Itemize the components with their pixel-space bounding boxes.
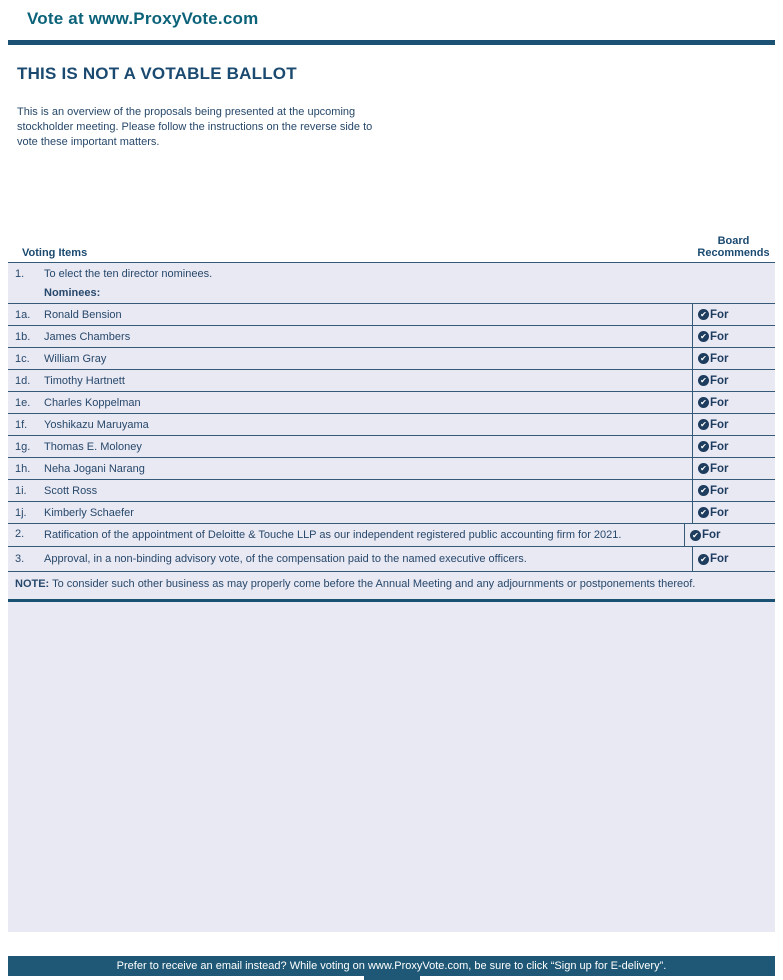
recommend-cell — [692, 392, 775, 413]
ballot-description: This is an overview of the proposals being presented at the upcoming stockholder meeting. Please follow the instructions on the reverse side to vote these important matters. — [17, 106, 373, 148]
recommend-label: For — [710, 330, 729, 343]
board-recommends-line1: Board — [717, 235, 750, 247]
item-number: 1a. — [15, 308, 31, 321]
table-row-nominee-1b — [8, 326, 775, 348]
item-text — [44, 263, 692, 303]
proposal-1-text: To elect the ten director nominees. — [44, 268, 213, 280]
note-label: NOTE: — [15, 578, 50, 590]
table-row-proposal-2 — [8, 524, 775, 547]
item-number: 1c. — [15, 352, 30, 365]
check-icon: ✔ — [698, 441, 709, 452]
table-row-proposal-1 — [8, 263, 775, 304]
item-number: 2. — [15, 528, 25, 540]
check-icon: ✔ — [698, 309, 709, 320]
check-icon: ✔ — [690, 530, 701, 541]
table-row-nominee-1c — [8, 348, 775, 370]
item-number: 1h. — [15, 462, 31, 475]
check-icon: ✔ — [698, 353, 709, 364]
note-row — [8, 572, 775, 602]
recommend-cell — [692, 304, 775, 325]
item-number: 1i. — [15, 484, 27, 497]
recommend-cell — [692, 414, 775, 435]
recommend-cell — [692, 458, 775, 479]
recommend-cell — [692, 263, 775, 303]
item-number: 3. — [15, 553, 25, 565]
item-number: 1e. — [15, 396, 31, 409]
nominee-name: Timothy Hartnett — [44, 374, 125, 387]
table-row-nominee-1d — [8, 370, 775, 392]
board-recommends-header — [692, 235, 775, 262]
nominee-name: William Gray — [44, 352, 107, 365]
recommend-label: For — [710, 506, 729, 519]
check-icon: ✔ — [698, 331, 709, 342]
note-text: To consider such other business as may properly come before the Annual Meeting and any adjournments or postponements thereof. — [49, 578, 696, 590]
nominee-name: James Chambers — [44, 330, 131, 343]
recommend-cell — [692, 547, 775, 571]
footer-banner: Prefer to receive an email instead? While voting on www.ProxyVote.com, be sure to click “Sign up for E-delivery”. — [8, 956, 775, 976]
proposal-2-text: Ratification of the appointment of Deloitte & Touche LLP as our independent registered public accounting firm for 2021. — [44, 529, 622, 541]
table-row-proposal-3 — [8, 547, 775, 572]
recommend-cell — [692, 348, 775, 369]
recommend-label: For — [710, 440, 729, 453]
table-row-nominee-1i — [8, 480, 775, 502]
voting-items-header: Voting Items — [22, 247, 88, 259]
item-number: 1. — [15, 268, 25, 280]
check-icon: ✔ — [698, 554, 709, 565]
nominee-name: Scott Ross — [44, 484, 98, 497]
check-icon: ✔ — [698, 419, 709, 430]
item-number: 1g. — [15, 440, 31, 453]
recommend-cell — [692, 480, 775, 501]
recommend-label: For — [710, 352, 729, 365]
recommend-cell — [692, 326, 775, 347]
item-number: 1j. — [15, 506, 27, 519]
table-row-nominee-1e — [8, 392, 775, 414]
nominee-name: Neha Jogani Narang — [44, 462, 145, 475]
recommend-label: For — [710, 462, 729, 475]
table-row-nominee-1j — [8, 502, 775, 524]
page-title: Vote at www.ProxyVote.com — [27, 9, 259, 28]
nominee-name: Thomas E. Moloney — [44, 440, 142, 453]
header-divider — [8, 40, 775, 45]
table-row-nominee-1h — [8, 458, 775, 480]
check-icon: ✔ — [698, 397, 709, 408]
recommend-label: For — [710, 308, 729, 321]
nominees-label: Nominees: — [44, 287, 101, 299]
recommend-cell — [692, 502, 775, 523]
bottom-page-mark — [364, 973, 420, 980]
nominee-name: Charles Koppelman — [44, 396, 141, 409]
item-number: 1d. — [15, 374, 31, 387]
nominee-name: Ronald Bension — [44, 308, 122, 321]
proposal-3-text: Approval, in a non-binding advisory vote, of the compensation paid to the named executive officers. — [44, 553, 527, 565]
table-header — [8, 235, 775, 262]
table-row-nominee-1g — [8, 436, 775, 458]
empty-area — [8, 602, 775, 932]
recommend-label: For — [710, 396, 729, 409]
recommend-cell — [692, 436, 775, 457]
item-number: 1b. — [15, 330, 31, 343]
recommend-label: For — [710, 374, 729, 387]
check-icon: ✔ — [698, 507, 709, 518]
check-icon: ✔ — [698, 485, 709, 496]
nominee-name: Yoshikazu Maruyama — [44, 418, 149, 431]
check-icon: ✔ — [698, 463, 709, 474]
nominee-name: Kimberly Schaefer — [44, 506, 134, 519]
recommend-label: For — [710, 484, 729, 497]
voting-items-table — [8, 262, 775, 602]
table-row-nominee-1a — [8, 304, 775, 326]
recommend-cell — [692, 370, 775, 391]
table-row-nominee-1f — [8, 414, 775, 436]
ballot-title: THIS IS NOT A VOTABLE BALLOT — [17, 64, 297, 83]
board-recommends-line2: Recommends — [697, 247, 770, 259]
recommend-label: For — [710, 553, 729, 565]
recommend-label: For — [710, 418, 729, 431]
recommend-cell — [684, 524, 767, 546]
item-number: 1f. — [15, 418, 28, 431]
recommend-label: For — [702, 529, 721, 541]
check-icon: ✔ — [698, 375, 709, 386]
